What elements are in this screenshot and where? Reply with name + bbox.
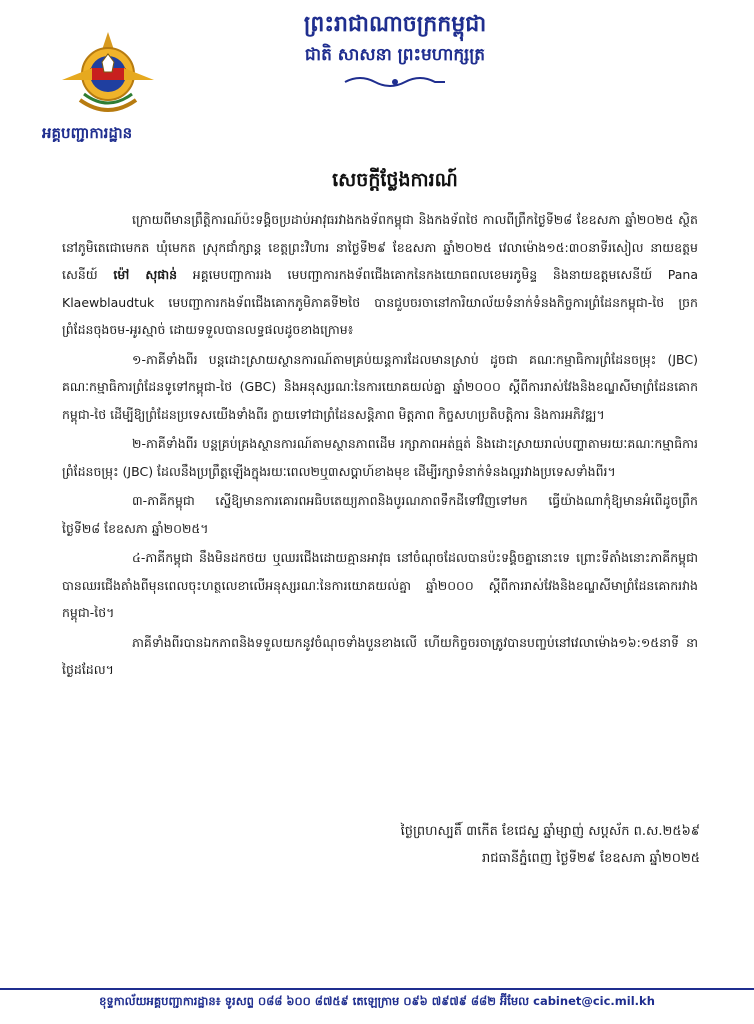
organization-name: អគ្គបញ្ជាការដ្ឋាន [42, 124, 133, 142]
emblem-graphic [58, 28, 158, 120]
statement-body [62, 206, 698, 686]
footer-contact-text: ខុទ្ទកាល័យអគ្គបញ្ជាការដ្ឋាន៖ ទូរសព្ទ ០៨៨ ៦០០ ៨៧៥៩ តេឡេក្រាម ០៩៦ ៧៩៧៩ ៨៨២ អ៊ីមែល [99, 994, 530, 1008]
intro-text-part2: អគ្គមេបញ្ជាការរង មេបញ្ជាការកងទ័ពជើងគោកនៃកងយោធពលខេមរភូមិន្ទ និងនាយឧត្តមសេនីយ៍ Pana Klaewblaudtuk មេបញ្ជាការកងទ័ពជើងគោកភូមិភាគទី២ថៃ បានជួបចរចានៅការិយាល័យទំនាក់ទំនងកិច្ចការព្រំដែនកម្ពុជា-ថៃ ច្រកព្រំដែនចុងចម-អូរស្មាច់ ដោយទទួលបានលទ្ធផលដូចខាងក្រោម៖ [62, 267, 698, 337]
lunar-date: ថ្ងៃព្រហស្បតិ៍ ៣កើត ខែជេស្ឋ ឆ្នាំម្សាញ់ សប្តស័ក ព.ស.២៥៦៩ [400, 824, 700, 839]
footer-contact [0, 994, 754, 1011]
conclusion-paragraph: ភាគីទាំងពីរបានឯកភាពនិងទទួលយកនូវចំណុចទាំងបួនខាងលើ ហើយកិច្ចចរចាត្រូវបានបញ្ចប់នៅវេលាម៉ោង១៦:១៥នាទី នាថ្ងៃដដែល។ [62, 634, 698, 677]
national-motto: ជាតិ សាសនា ព្រះមហាក្សត្រ [304, 45, 486, 65]
solar-date: រាជធានីភ្នំពេញ ថ្ងៃទី២៩ ខែឧសភា ឆ្នាំ២០២៥ [481, 851, 700, 866]
point-4: ៤-ភាគីកម្ពុជា នឹងមិនដកថយ ឬឈរជើងដោយគ្មានអាវុធ នៅចំណុចដែលបានប៉ះទង្គិចគ្នានោះទេ ព្រោះទីតាំងនោះភាគីកម្ពុជាបានឈរជើងតាំងពីមុនពេលចុះហត្ថលេខាលើអនុស្សរណៈនៃការយោគយល់គ្នា ឆ្នាំ២០០០ ស្តីពីការរាស់វែងនិងខណ្ឌសីមាព្រំដែនគោករវាងកម្ពុជា-ថៃ។ [62, 550, 698, 620]
point-1: ១-ភាគីទាំងពីរ បន្តដោះស្រាយស្ថានការណ៍តាមគ្រប់យន្តការដែលមានស្រាប់ ដូចជា គណៈកម្មាធិការព្រំដែនចម្រុះ (JBC) គណៈកម្មាធិការព្រំដែនទូទៅកម្ពុជា-ថៃ (GBC) និងអនុស្សរណៈនៃការយោគយល់គ្នា ឆ្នាំ២០០០ ស្តីពីការរាស់វែងនិងខណ្ឌសីមាព្រំដែនគោកកម្ពុជា-ថៃ ដើម្បីឱ្យព្រំដែនប្រទេសយើងទាំងពីរ ក្លាយទៅជាព្រំដែនសន្តិភាព មិត្តភាព កិច្ចសហប្រតិបត្តិការ និងការអភិវឌ្ឍ។ [62, 351, 698, 422]
date-block [280, 818, 700, 872]
general-name: ម៉ៅ សុផាន់ [113, 267, 178, 282]
point-3: ៣-ភាគីកម្ពុជា ស្នើឱ្យមានការគោរពអធិបតេយ្យភាពនិងបូរណភាពទឹកដីទៅវិញទៅមក ធ្វើយ៉ាងណាកុំឱ្យមានអំពើដូចព្រឹកថ្ងៃទី២៨ ខែឧសភា ឆ្នាំ២០២៥។ [62, 493, 698, 536]
footer-divider [0, 988, 754, 990]
kingdom-heading: ព្រះរាជាណាចក្រកម្ពុជា [303, 12, 487, 37]
footer-email-link[interactable]: cabinet@cic.mil.kh [533, 994, 655, 1008]
military-emblem-icon [58, 28, 158, 120]
intro-paragraph [62, 206, 698, 344]
point-2: ២-ភាគីទាំងពីរ បន្តគ្រប់គ្រងស្ថានការណ៍តាមស្ថានភាពដើម រក្សាភាពអត់ធ្មត់ និងដោះស្រាយរាល់បញ្ហាតាមរយៈគណៈកម្មាធិការព្រំដែនចម្រុះ (JBC) ដែលនឹងប្រព្រឹត្តឡើងក្នុងរយៈពេល២ឬ៣សប្តាហ៍ខាងមុខ ដើម្បីរក្សាទំនាក់ទំនងល្អរវាងប្រទេសទាំងពីរ។ [62, 436, 698, 479]
document-title: សេចក្តីថ្លែងការណ៍ [332, 169, 458, 191]
intro-text-part1: ក្រោយពីមានព្រឹត្តិការណ៍ប៉ះទង្គិចប្រដាប់អាវុធរវាងកងទ័ពកម្ពុជា និងកងទ័ពថៃ កាលពីព្រឹកថ្ងៃទី២៨ ខែឧសភា ឆ្នាំ២០២៥ ស្ថិតនៅភូមិតេជោមេកត ឃុំមេកត ស្រុកជាំក្សាន្ត ខេត្តព្រះវិហារ នាថ្ងៃទី២៩ ខែឧសភា ឆ្នាំ២០២៥ វេលាម៉ោង១៥:៣០នាទីរសៀល នាយឧត្តមសេនីយ៍ [62, 212, 698, 282]
flourish-ornament-icon [340, 74, 450, 90]
